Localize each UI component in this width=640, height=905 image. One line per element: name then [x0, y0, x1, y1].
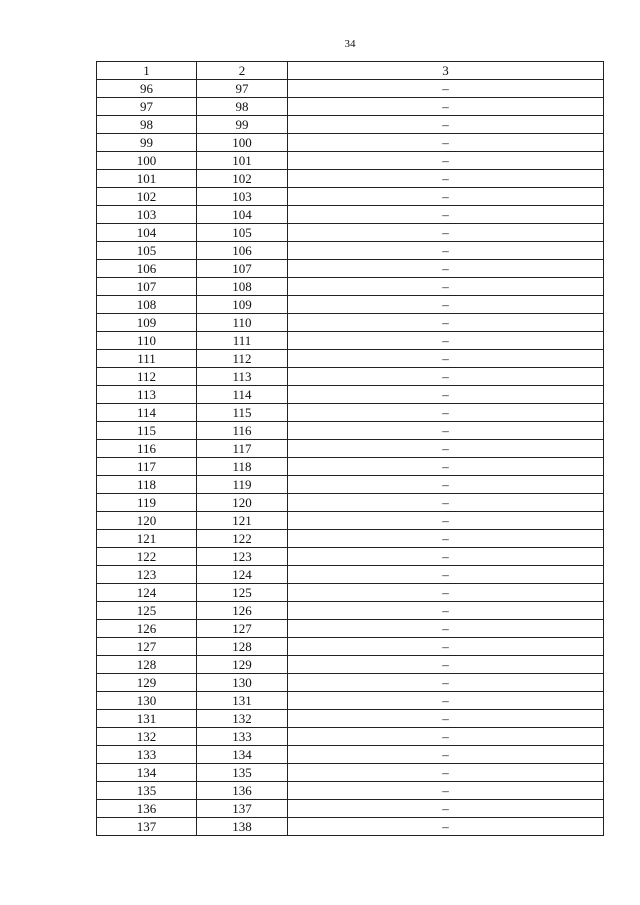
table-cell-col2: 99 [197, 116, 288, 134]
table-cell-col3: – [288, 494, 604, 512]
table-cell-col2: 117 [197, 440, 288, 458]
table-row [97, 458, 604, 476]
table-row [97, 134, 604, 152]
table-cell-col2: 128 [197, 638, 288, 656]
table-cell-col1: 129 [97, 674, 197, 692]
table-cell-col1: 113 [97, 386, 197, 404]
table-row [97, 782, 604, 800]
table-row [97, 656, 604, 674]
table-cell-col2: 103 [197, 188, 288, 206]
table-cell-col3: – [288, 350, 604, 368]
table-cell-col1: 100 [97, 152, 197, 170]
table-cell-col1: 96 [97, 80, 197, 98]
table-cell-col1: 115 [97, 422, 197, 440]
table-cell-col3: – [288, 548, 604, 566]
table-cell-col2: 116 [197, 422, 288, 440]
table-cell-col2: 102 [197, 170, 288, 188]
table-cell-col1: 98 [97, 116, 197, 134]
table-row [97, 566, 604, 584]
table-cell-col1: 122 [97, 548, 197, 566]
table-cell-col3: – [288, 404, 604, 422]
table-row [97, 548, 604, 566]
table-row [97, 350, 604, 368]
table-cell-col1: 130 [97, 692, 197, 710]
table-cell-col2: 138 [197, 818, 288, 836]
table-row [97, 692, 604, 710]
table-cell-col2: 132 [197, 710, 288, 728]
table-cell-col3: – [288, 98, 604, 116]
table-cell-col3: – [288, 602, 604, 620]
table-cell-col2: 113 [197, 368, 288, 386]
table-cell-col1: 117 [97, 458, 197, 476]
table-row [97, 800, 604, 818]
table-cell-col3: – [288, 674, 604, 692]
table-cell-col2: 136 [197, 782, 288, 800]
table-cell-col1: 106 [97, 260, 197, 278]
table-cell-col2: 125 [197, 584, 288, 602]
table-row [97, 206, 604, 224]
table-cell-col1: 114 [97, 404, 197, 422]
table-cell-col3: – [288, 368, 604, 386]
table-cell-col3: – [288, 116, 604, 134]
table-cell-col1: 97 [97, 98, 197, 116]
table-cell-col1: 131 [97, 710, 197, 728]
table-cell-col3: – [288, 656, 604, 674]
table-cell-col2: 100 [197, 134, 288, 152]
table-row [97, 440, 604, 458]
table-cell-col2: 106 [197, 242, 288, 260]
table-cell-col3: – [288, 692, 604, 710]
table-cell-col3: – [288, 530, 604, 548]
table-cell-col3: – [288, 584, 604, 602]
table-cell-col2: 109 [197, 296, 288, 314]
table-cell-col3: – [288, 620, 604, 638]
table-row [97, 746, 604, 764]
table-cell-col2: 126 [197, 602, 288, 620]
table-cell-col1: 109 [97, 314, 197, 332]
table-row [97, 530, 604, 548]
table-cell-col2: 118 [197, 458, 288, 476]
table-cell-col3: – [288, 314, 604, 332]
table-cell-col3: – [288, 332, 604, 350]
table-row [97, 710, 604, 728]
table-cell-col2: 135 [197, 764, 288, 782]
table-row [97, 116, 604, 134]
table-cell-col3: – [288, 710, 604, 728]
table-row [97, 278, 604, 296]
table-cell-col2: 107 [197, 260, 288, 278]
table-cell-col3: – [288, 188, 604, 206]
table-cell-col2: 98 [197, 98, 288, 116]
table-cell-col1: 126 [97, 620, 197, 638]
table-cell-col1: 111 [97, 350, 197, 368]
table-row [97, 260, 604, 278]
table-cell-col3: – [288, 224, 604, 242]
table-cell-col1: 136 [97, 800, 197, 818]
table-cell-col3: – [288, 422, 604, 440]
table-row [97, 80, 604, 98]
table-row [97, 404, 604, 422]
table-cell-col1: 108 [97, 296, 197, 314]
table-cell-col1: 128 [97, 656, 197, 674]
table-cell-col2: 104 [197, 206, 288, 224]
table-cell-col1: 123 [97, 566, 197, 584]
data-table [96, 61, 604, 836]
table-cell-col3: – [288, 566, 604, 584]
table-cell-col2: 112 [197, 350, 288, 368]
table-row [97, 332, 604, 350]
table-cell-col1: 121 [97, 530, 197, 548]
table-cell-col2: 127 [197, 620, 288, 638]
table-row [97, 818, 604, 836]
table-cell-col2: 130 [197, 674, 288, 692]
table-cell-col1: 104 [97, 224, 197, 242]
table-cell-col3: – [288, 512, 604, 530]
table-cell-col3: – [288, 440, 604, 458]
table-cell-col2: 101 [197, 152, 288, 170]
table-cell-col2: 111 [197, 332, 288, 350]
page-number: 34 [344, 38, 356, 50]
table-body [97, 80, 604, 836]
table-cell-col3: – [288, 800, 604, 818]
table-cell-col2: 115 [197, 404, 288, 422]
table-cell-col3: – [288, 782, 604, 800]
table-cell-col3: – [288, 242, 604, 260]
table-cell-col3: – [288, 260, 604, 278]
table-row [97, 764, 604, 782]
table-row [97, 296, 604, 314]
column-header-3: 3 [288, 62, 604, 80]
table-cell-col3: – [288, 728, 604, 746]
table-cell-col2: 129 [197, 656, 288, 674]
table-cell-col3: – [288, 638, 604, 656]
table-cell-col1: 133 [97, 746, 197, 764]
table-row [97, 728, 604, 746]
table-cell-col2: 110 [197, 314, 288, 332]
table-cell-col1: 103 [97, 206, 197, 224]
table-cell-col2: 123 [197, 548, 288, 566]
table-cell-col3: – [288, 764, 604, 782]
table-row [97, 188, 604, 206]
table-row [97, 602, 604, 620]
table-row [97, 242, 604, 260]
table-cell-col1: 110 [97, 332, 197, 350]
table-cell-col2: 124 [197, 566, 288, 584]
table-cell-col3: – [288, 458, 604, 476]
column-header-1: 1 [97, 62, 197, 80]
table-cell-col1: 105 [97, 242, 197, 260]
table-row [97, 314, 604, 332]
table-cell-col1: 125 [97, 602, 197, 620]
table-row [97, 98, 604, 116]
table-row [97, 422, 604, 440]
table-header-row [97, 62, 604, 80]
table-cell-col3: – [288, 152, 604, 170]
table-cell-col2: 122 [197, 530, 288, 548]
table-cell-col3: – [288, 134, 604, 152]
table-cell-col2: 120 [197, 494, 288, 512]
table-cell-col3: – [288, 278, 604, 296]
table-row [97, 494, 604, 512]
table-cell-col2: 97 [197, 80, 288, 98]
table-cell-col2: 108 [197, 278, 288, 296]
table-cell-col1: 127 [97, 638, 197, 656]
table-row [97, 584, 604, 602]
table-cell-col3: – [288, 746, 604, 764]
table-cell-col3: – [288, 170, 604, 188]
table-row [97, 476, 604, 494]
table-row [97, 386, 604, 404]
table-cell-col1: 119 [97, 494, 197, 512]
table-cell-col3: – [288, 80, 604, 98]
table-row [97, 152, 604, 170]
table-cell-col1: 135 [97, 782, 197, 800]
table-cell-col1: 99 [97, 134, 197, 152]
table-cell-col1: 102 [97, 188, 197, 206]
table-cell-col3: – [288, 206, 604, 224]
table-cell-col3: – [288, 818, 604, 836]
table-cell-col2: 137 [197, 800, 288, 818]
table-cell-col1: 118 [97, 476, 197, 494]
column-header-2: 2 [197, 62, 288, 80]
table-cell-col1: 137 [97, 818, 197, 836]
table-row [97, 638, 604, 656]
table-cell-col1: 107 [97, 278, 197, 296]
table-cell-col3: – [288, 296, 604, 314]
table-cell-col1: 120 [97, 512, 197, 530]
table-cell-col2: 114 [197, 386, 288, 404]
table-cell-col1: 132 [97, 728, 197, 746]
table-cell-col2: 133 [197, 728, 288, 746]
table-row [97, 224, 604, 242]
table-cell-col3: – [288, 476, 604, 494]
table-cell-col1: 101 [97, 170, 197, 188]
table-cell-col2: 119 [197, 476, 288, 494]
table-row [97, 674, 604, 692]
table-row [97, 620, 604, 638]
table-cell-col2: 121 [197, 512, 288, 530]
table-cell-col1: 124 [97, 584, 197, 602]
table-cell-col1: 116 [97, 440, 197, 458]
table-cell-col2: 134 [197, 746, 288, 764]
table-row [97, 512, 604, 530]
table-cell-col3: – [288, 386, 604, 404]
table-row [97, 368, 604, 386]
table-cell-col2: 131 [197, 692, 288, 710]
table-cell-col1: 112 [97, 368, 197, 386]
table-row [97, 170, 604, 188]
table-cell-col2: 105 [197, 224, 288, 242]
table-cell-col1: 134 [97, 764, 197, 782]
